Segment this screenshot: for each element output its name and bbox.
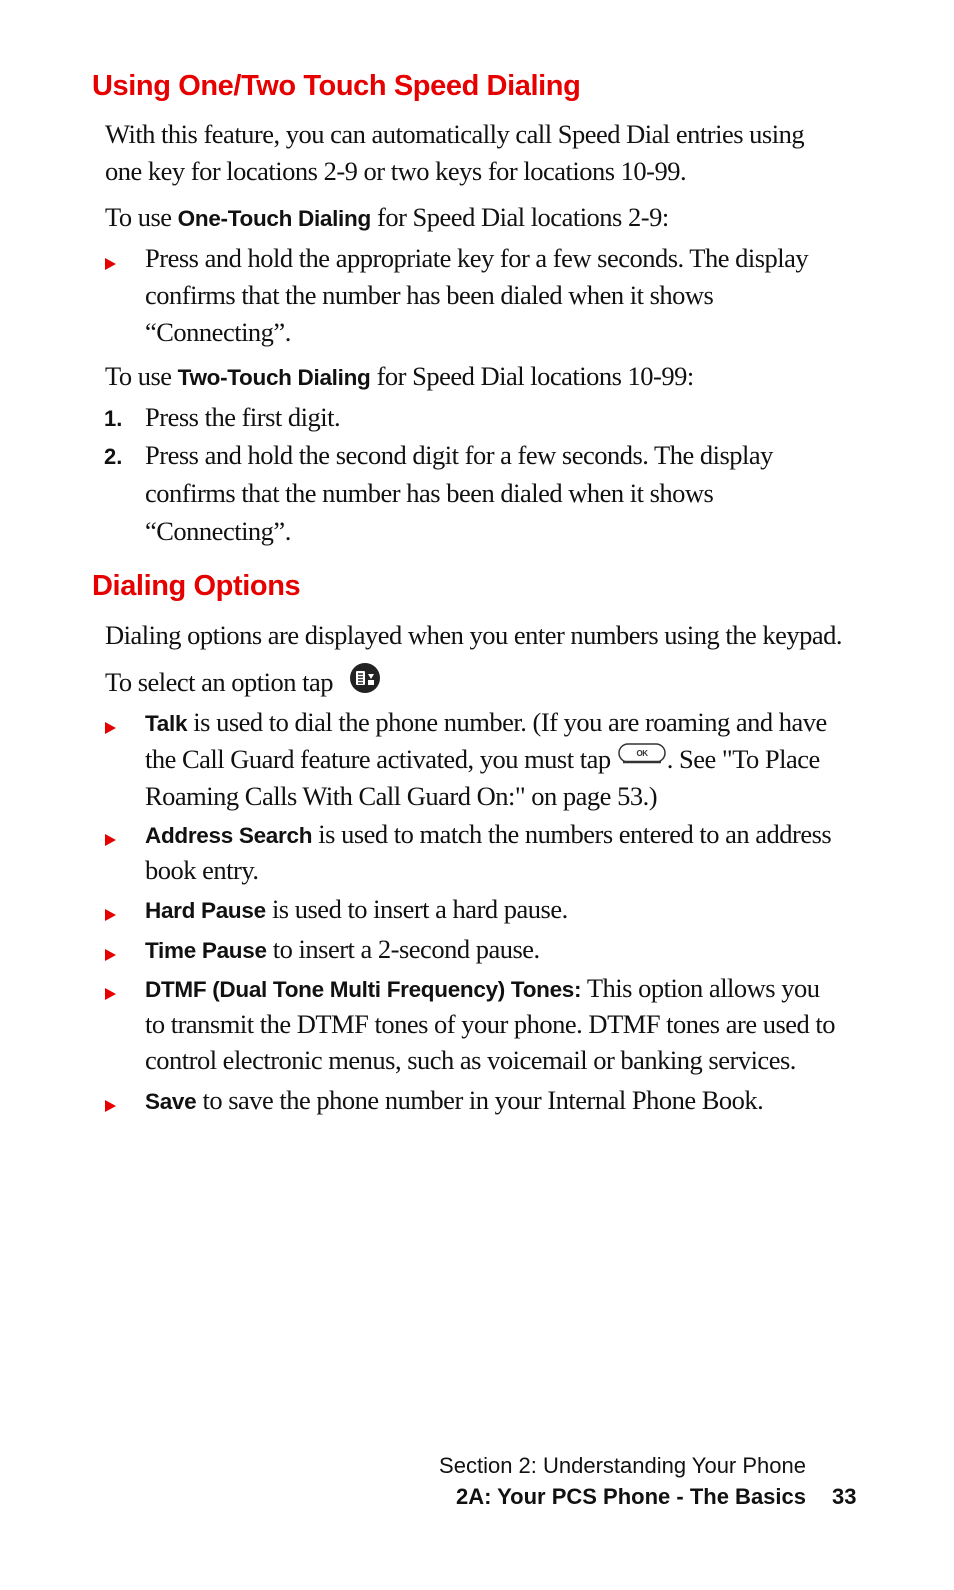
- footer-chapter-title: 2A: Your PCS Phone - The Basics: [455, 1484, 806, 1509]
- option-term-hard-pause: Hard Pause: [145, 898, 266, 923]
- option-save-line: [145, 1082, 763, 1120]
- option-description: is used to insert a hard pause.: [265, 894, 568, 924]
- option-description: is used to match the numbers entered to an address: [312, 819, 832, 849]
- bullet-arrow-icon: [105, 949, 116, 961]
- step-line: Press and hold the second digit for a few seconds. The display: [145, 440, 773, 470]
- bullet-line: Press and hold the appropriate key for a few seconds. The display: [145, 243, 809, 273]
- option-term-save: Save: [145, 1089, 197, 1114]
- paragraph-line: Dialing options are displayed when you enter numbers using the keypad.: [105, 620, 843, 650]
- two-touch-term: Two-Touch Dialing: [177, 365, 371, 390]
- bullet-arrow-icon: [105, 834, 116, 846]
- step-number: 1.: [104, 406, 123, 431]
- select-option-line: [105, 664, 381, 704]
- option-description: . See "To Place: [666, 744, 820, 774]
- page-number: 33: [832, 1484, 857, 1509]
- option-time-pause-line: [145, 931, 540, 969]
- option-term-talk: Talk: [145, 711, 188, 736]
- option-dtmf-line: to transmit the DTMF tones of your phone. DTMF tones are used to: [145, 1009, 836, 1039]
- bullet-line: confirms that the number has been dialed when it shows: [145, 280, 714, 310]
- step-line: “Connecting”.: [145, 516, 291, 546]
- paragraph-line: one key for locations 2-9 or two keys for locations 10-99.: [105, 156, 687, 186]
- option-address-search-line: book entry.: [145, 855, 259, 885]
- bullet-arrow-icon: [105, 258, 116, 270]
- paragraph-line: With this feature, you can automatically call Speed Dial entries using: [105, 119, 805, 149]
- select-option-text: To select an option tap: [105, 667, 334, 697]
- one-touch-term: One-Touch Dialing: [177, 206, 371, 231]
- bullet-arrow-icon: [105, 1100, 116, 1112]
- bullet-line: “Connecting”.: [145, 317, 291, 347]
- instruction-prefix: To use: [105, 361, 178, 391]
- step-line: Press the first digit.: [145, 402, 341, 432]
- option-description: This option allows you: [581, 973, 820, 1003]
- option-dtmf-line: [145, 970, 820, 1008]
- instruction-suffix: for Speed Dial locations 2-9:: [370, 202, 669, 232]
- option-talk-line: [145, 741, 820, 778]
- option-term-time-pause: Time Pause: [145, 938, 267, 963]
- section-heading-speed-dialing: Using One/Two Touch Speed Dialing: [92, 70, 581, 102]
- bullet-arrow-icon: [105, 722, 116, 734]
- option-description: the Call Guard feature activated, you must tap: [145, 744, 617, 774]
- option-description: to save the phone number in your Internal Phone Book.: [196, 1085, 764, 1115]
- step-number: 2.: [104, 444, 123, 469]
- option-hard-pause-line: [145, 891, 568, 929]
- option-talk-line: [145, 704, 827, 742]
- menu-options-icon: [349, 662, 381, 704]
- option-dtmf-line: control electronic menus, such as voicemail or banking services.: [145, 1045, 796, 1075]
- footer-section-title: Section 2: Understanding Your Phone: [439, 1453, 806, 1478]
- ok-key-icon: [617, 740, 667, 777]
- option-talk-line: Roaming Calls With Call Guard On:" on page 53.): [145, 781, 658, 811]
- option-description: to insert a 2-second pause.: [266, 934, 540, 964]
- bullet-arrow-icon: [105, 909, 116, 921]
- step-line: confirms that the number has been dialed when it shows: [145, 478, 714, 508]
- option-description: is used to dial the phone number. (If you are roaming and have: [187, 707, 827, 737]
- bullet-arrow-icon: [105, 988, 116, 1000]
- section-heading-dialing-options: Dialing Options: [92, 570, 301, 602]
- instruction-prefix: To use: [105, 202, 178, 232]
- instruction-suffix: for Speed Dial locations 10-99:: [370, 361, 694, 391]
- option-term-address-search: Address Search: [145, 823, 313, 848]
- option-address-search-line: [145, 816, 831, 854]
- two-touch-instruction: [105, 358, 694, 396]
- one-touch-instruction: [105, 199, 669, 237]
- ok-key-label: OK: [636, 749, 648, 759]
- option-term-dtmf: DTMF (Dual Tone Multi Frequency) Tones:: [145, 977, 582, 1002]
